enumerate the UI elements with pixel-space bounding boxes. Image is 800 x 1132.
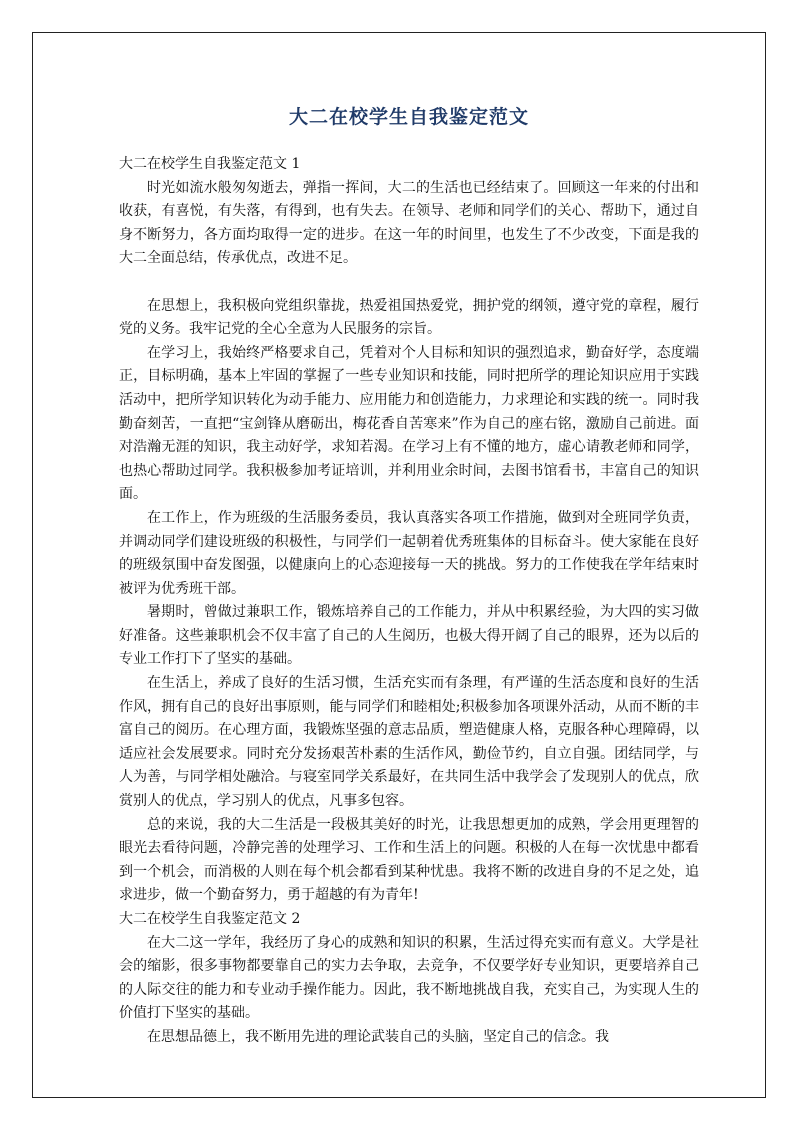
document-content xyxy=(119,33,699,1050)
paragraph: 总的来说，我的大二生活是一段极其美好的时光，让我思想更加的成熟，学会用更理智的眼光去看待问题，冷静完善的处理学习、工作和生活上的问题。积极的人在每一次忧患中都看到一个机会，而消极的人则在每个机会都看到某种忧患。我将不断的改进自身的不足之处，追求进步，做一个勤奋努力，勇于超越的有为青年! xyxy=(119,816,699,904)
paragraph: 在思想品德上，我不断用先进的理论武装自己的头脑，坚定自己的信念。我 xyxy=(147,1028,609,1045)
paragraph: 在思想上，我积极向党组织靠拢，热爱祖国热爱党，拥护党的纲领，遵守党的章程，履行党的义务。我牢记党的全心全意为人民服务的宗旨。 xyxy=(119,297,699,338)
paragraph: 在生活上，养成了良好的生活习惯，生活充实而有条理，有严谨的生活态度和良好的生活作风，拥有自己的良好出事原则，能与同学们和睦相处;积极参加各项课外活动，从而不断的丰富自己的阅历。在心理方面，我锻炼坚强的意志品质，塑造健康人格，克服各种心理障碍，以适应社会发展要求。同时充分发扬艰苦朴素的生活作风，勤俭节约，自立自强。团结同学，与人为善，与同学相处融洽。与寝室同学关系最好，在共同生活中我学会了发现别人的优点，欣赏别人的优点，学习别人的优点，凡事多包容。 xyxy=(119,675,699,810)
paragraph: 暑期时，曾做过兼职工作，锻炼培养自己的工作能力，并从中积累经验，为大四的实习做好准备。这些兼职机会不仅丰富了自己的人生阅历，也极大得开阔了自己的眼界，还为以后的专业工作打下了坚实的基础。 xyxy=(119,604,699,668)
document-title: 大二在校学生自我鉴定范文 xyxy=(288,106,529,128)
document-body xyxy=(119,153,699,1050)
section-heading-1: 大二在校学生自我鉴定范文 1 xyxy=(119,156,301,172)
paragraph: 在工作上，作为班级的生活服务委员，我认真落实各项工作措施，做到对全班同学负责，并调动同学们建设班级的积极性，与同学们一起朝着优秀班集体的目标奋斗。使大家能在良好的班级氛围中奋发图强，以健康向上的心态迎接每一天的挑战。努力的工作使我在学年结束时被评为优秀班干部。 xyxy=(119,509,699,597)
paragraph: 在大二这一学年，我经历了身心的成熟和知识的积累，生活过得充实而有意义。大学是社会的缩影，很多事物都要靠自己的实力去争取，去竞争，不仅要学好专业知识，更要培养自己的人际交往的能力和专业动手操作能力。因此，我不断地挑战自我，充实自己，为实现人生的价值打下坚实的基础。 xyxy=(119,934,699,1022)
section-heading-2: 大二在校学生自我鉴定范文 2 xyxy=(119,911,301,927)
blank-line xyxy=(119,271,699,295)
paragraph: 在学习上，我始终严格要求自己，凭着对个人目标和知识的强烈追求，勤奋好学，态度端正，目标明确，基本上牢固的掌握了一些专业知识和技能，同时把所学的理论知识应用于实践活动中，把所学知识转化为动手能力、应用能力和创造能力，力求理论和实践的统一。同时我勤奋刻苦，一直把“宝剑锋从磨砺出，梅花香自苦寒来”作为自己的座右铭，激励自己前进。面对浩瀚无涯的知识，我主动好学，求知若渴。在学习上有不懂的地方，虚心请教老师和同学，也热心帮助过同学。我积极参加考证培训，并利用业余时间，去图书馆看书，丰富自己的知识面。 xyxy=(119,344,699,503)
page-frame xyxy=(32,32,766,1098)
paragraph: 时光如流水般匆匆逝去，弹指一挥间，大二的生活也已经结束了。回顾这一年来的付出和收获，有喜悦，有失落，有得到，也有失去。在领导、老师和同学们的关心、帮助下，通过自身不断努力，各方面均取得一定的进步。在这一年的时间里，也发生了不少改变，下面是我的大二全面总结，传承优点，改进不足。 xyxy=(119,179,699,267)
